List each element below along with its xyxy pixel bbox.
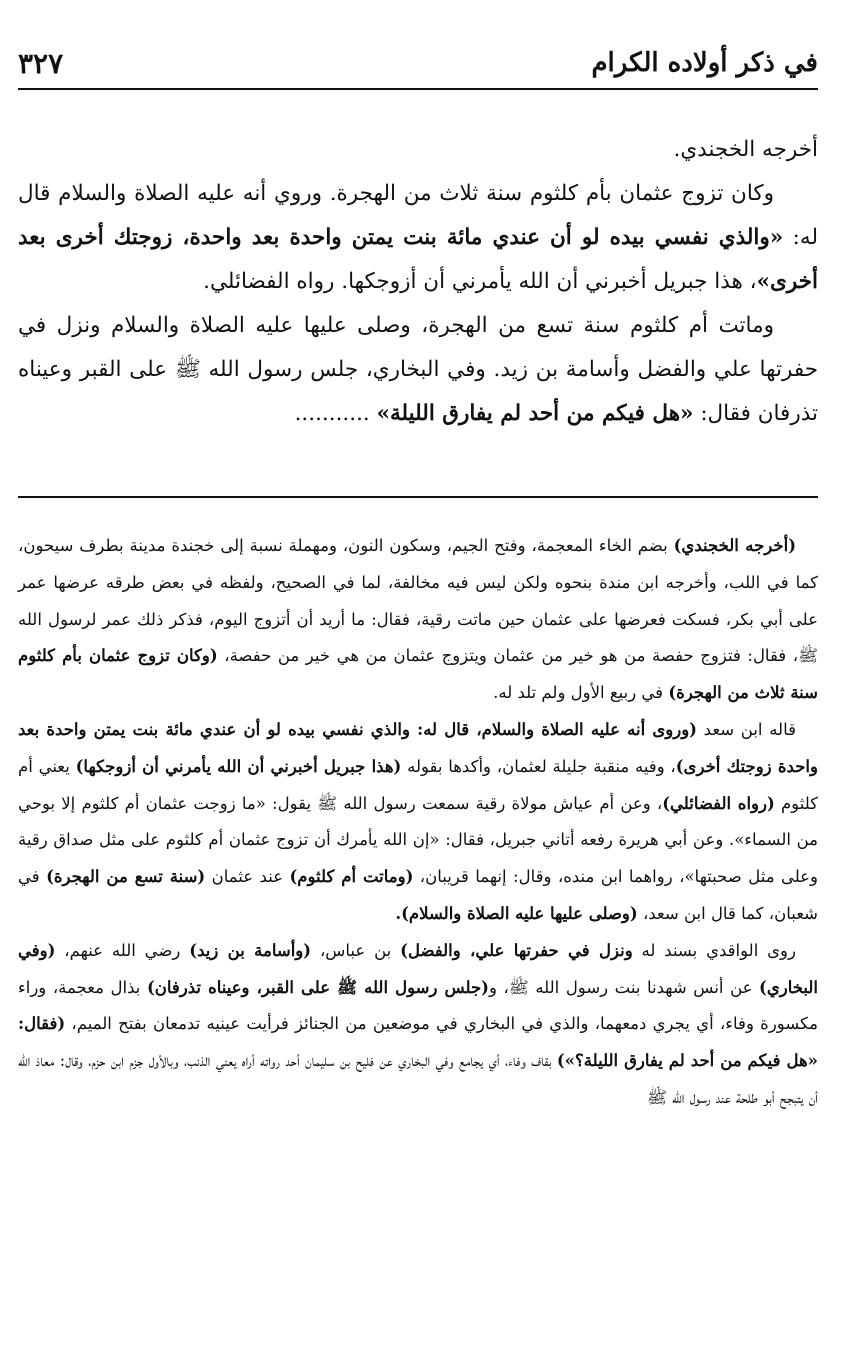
main-text-span: ، هذا جبريل أخبرني أن الله يأمرني أن أزوجكها. رواه الفضائلي. (203, 269, 757, 294)
chapter-title: في ذكر أولاده الكرام (591, 48, 818, 78)
commentary-quote: (وأسامة بن زيد) (189, 940, 312, 960)
commentary-text-span: بن عباس، (311, 940, 401, 960)
commentary-text-span: عند عثمان (205, 867, 290, 887)
commentary-text-span: يعني أم كلثوم (18, 756, 819, 813)
commentary-text-span: بقاف وفاء، أي يجامع وفي البخاري عن فليح بن سليمان أحد رواته أراه يعني الذنب، وبالأول جزم ابن حزم، وقال: معاذ الله أن يتبجح أبو طلحة عند رسول الله ﷺ (18, 1051, 818, 1107)
commentary-quote: (جلس رسول الله ﷺ على القبر، وعيناه تذرفان) (146, 977, 489, 997)
commentary-quote: (وروى أنه عليه الصلاة والسلام، قال له: والذي نفسي بيده لو أن عندي مائة بنت يمتن واحدة بعد واحدة زوجتك أخرى) (18, 719, 818, 776)
commentary-quote: (هذا جبريل أخبرني أن الله يأمرني أن أزوجكها) (75, 756, 402, 776)
commentary-text-span: في شعبان، كما قال ابن سعد، (18, 867, 818, 923)
commentary-text-span: عن أنس شهدنا بنت رسول الله ﷺ، و (488, 977, 760, 997)
commentary-text-span: ، وعن أم عياش مولاة رقية سمعت رسول الله ﷺ يقول: «ما زوجت عثمان أم كلثوم إلا بوحي من السماء». وعن أبي هريرة رفعه أتاني جبريل، فقال: «إن الله يأمرك أن تزوج عثمان أم كلثوم على مثل صداق رقية وعلى مثل صحبتها»، رواهما ابن منده، وقال: إنهما قريبان، (18, 793, 818, 887)
commentary-text (18, 528, 818, 1117)
footnote-divider (18, 496, 818, 498)
commentary-quote: ونزل في حفرتها علي، والفضل) (400, 940, 633, 960)
page-number: ٣٢٧ (18, 46, 64, 80)
commentary-text-span: روى الواقدي بسند له (632, 940, 796, 960)
main-text (18, 128, 818, 436)
commentary-text-span: رضي الله عنهم، (55, 940, 190, 960)
hadith-quote: «هل فيكم من أحد لم يفارق الليلة» (376, 401, 694, 426)
main-text-span: وكان تزوج عثمان بأم كلثوم سنة ثلاث من الهجرة. وروي أنه عليه الصلاة والسلام قال له: (18, 181, 818, 250)
main-paragraph-2 (18, 172, 818, 304)
commentary-quote: (وصلى عليها عليه الصلاة والسلام). (395, 903, 638, 923)
commentary-paragraph-2 (18, 712, 818, 933)
commentary-quote: (رواه الفضائلي) (662, 793, 775, 813)
page-header (18, 38, 818, 90)
main-paragraph-3 (18, 304, 818, 436)
commentary-text-span: قاله ابن سعد (696, 719, 796, 739)
commentary-quote: (فقال: «هل فيكم من أحد لم يفارق الليلة؟») (18, 1014, 818, 1071)
hadith-quote: «والذي نفسي بيده لو أن عندي مائة بنت يمتن واحدة بعد واحدة، زوجتك أخرى بعد أخرى» (18, 225, 818, 294)
commentary-paragraph-1 (18, 528, 818, 712)
commentary-text-span: ، وفيه منقبة جليلة لعثمان، وأكدها بقوله (401, 756, 676, 776)
commentary-text-span: في ربيع الأول ولم تلد له. (493, 683, 669, 703)
continuation-dots: ........... (294, 401, 377, 426)
commentary-quote: (وفي البخاري) (18, 940, 819, 997)
main-text-span: أخرجه الخجندي. (673, 137, 818, 162)
commentary-quote: (وكان تزوج عثمان بأم كلثوم سنة ثلاث من الهجرة) (18, 646, 818, 703)
commentary-text-span: بذال معجمة، وراء مكسورة وفاء، أي يجري دمعهما، والذي في البخاري في موضعين من الجنائز فرأيت عينيه تدمعان بفتح الميم، (18, 977, 818, 1034)
commentary-quote: (أخرجه الخجندي) (673, 536, 796, 555)
commentary-paragraph-3 (18, 933, 818, 1117)
commentary-quote: (وماتت أم كلثوم) (289, 867, 414, 887)
commentary-text-span: بضم الخاء المعجمة، وفتح الجيم، وسكون النون، ومهملة نسبة إلى خجندة مدينة بطرف سيحون، كما في اللب، وأخرجه ابن مندة بنحوه ولكن ليس فيه مخالفة، لما في الصحيح، ولفظه في بعض طرقه عرضها عمر على أبي بكر، فسكت فعرضها على عثمان حين ماتت رقية، فقال: ما أريد أن أتزوج اليوم، فذكر ذلك عمر لرسول الله ﷺ، فقال: فتزوج حفصة من هو خير من عثمان ويتزوج عثمان من هي خير من حفصة، (18, 536, 819, 666)
main-text-span: وماتت أم كلثوم سنة تسع من الهجرة، وصلى عليها عليه الصلاة والسلام ونزل في حفرتها علي والفضل وأسامة بن زيد. وفي البخاري، جلس رسول الله ﷺ على القبر وعيناه تذرفان فقال: (18, 313, 818, 426)
commentary-quote: (سنة تسع من الهجرة) (46, 867, 206, 887)
main-paragraph-1 (18, 128, 818, 172)
